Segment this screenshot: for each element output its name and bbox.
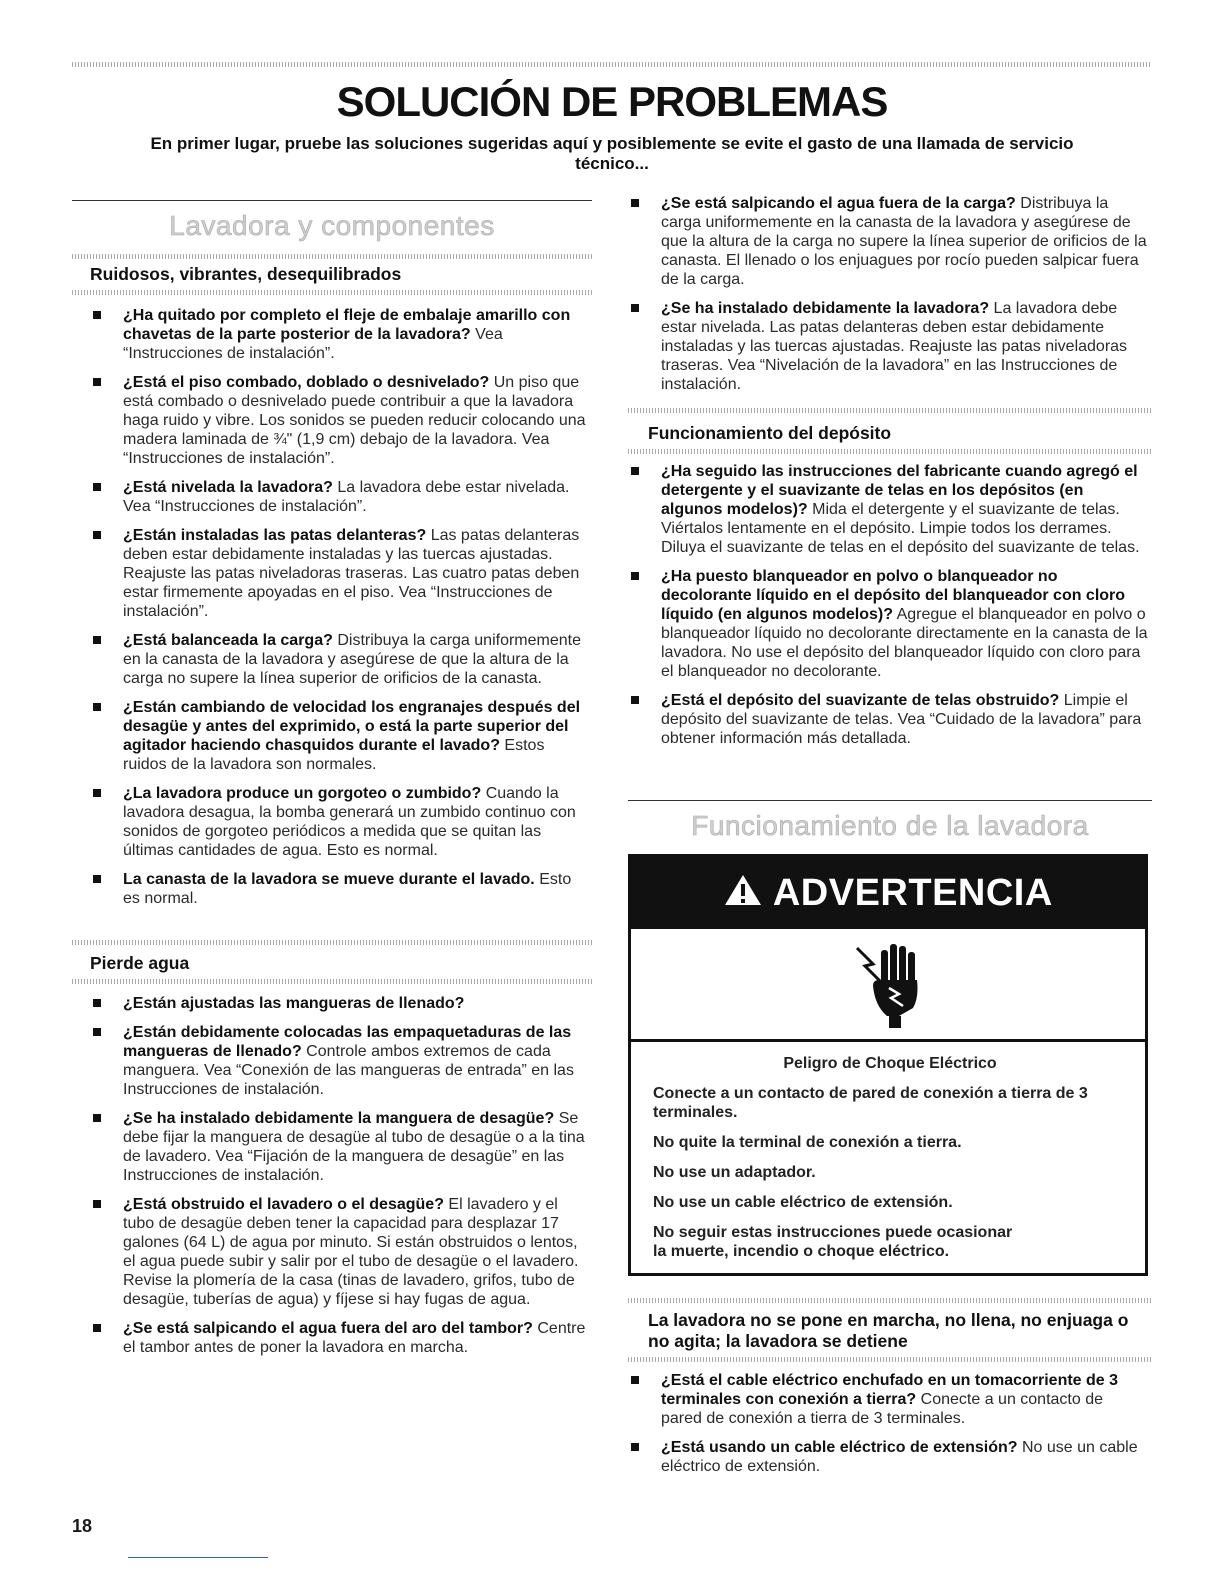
left-section-rule: [72, 200, 592, 201]
warning-line: No use un adaptador.: [653, 1164, 816, 1181]
list-item: ¿Están ajustadas las mangueras de llenado?: [90, 994, 590, 1013]
left-column: [72, 210, 592, 242]
warning-line: No use un cable eléctrico de extensión.: [653, 1194, 953, 1211]
list-item: ¿Están debidamente colocadas las empaquetaduras de las mangueras de llenado? Controle ambos extremos de cada manguera. Vea “Conexión de las mangueras de entrada” en las Instrucciones de instalación.: [90, 1023, 590, 1099]
footer-line: [128, 1557, 268, 1558]
intro-text: En primer lugar, pruebe las soluciones sugeridas aquí y posiblemente se evite el gasto de una llamada de servicio técnico...: [150, 134, 1074, 173]
list-item: ¿Se está salpicando el agua fuera de la carga? Distribuya la carga uniformemente en la canasta de la lavadora y asegúrese de que la altura de la carga no supere la línea superior de orificios de la canasta. El llenado o los enjuagues por rocío pueden salpicar fuera de la carga.: [628, 194, 1148, 289]
warning-triangle-icon: [723, 859, 763, 931]
list-item: ¿La lavadora produce un gorgoteo o zumbido? Cuando la lavadora desagua, la bomba generará un zumbido continuo con sonidos de gorgoteo periódicos a medida que se quitan las últimas cantidades de agua. Esto es normal.: [90, 784, 590, 860]
warning-line: No quite la terminal de conexión a tierra.: [653, 1134, 962, 1151]
warning-consequence-2: la muerte, incendio o choque eléctrico.: [653, 1243, 950, 1260]
warning-label: ADVERTENCIA: [772, 872, 1053, 914]
list-item: ¿Se está salpicando el agua fuera del aro del tambor? Centre el tambor antes de poner la lavadora en marcha.: [90, 1319, 590, 1357]
list-item: ¿Está el piso combado, doblado o desnivelado? Un piso que está combado o desnivelado puede contribuir a que la lavadora haga ruido y vibre. Los sonidos se pueden reducir colocando una madera laminada de ¾" (1,9 cm) debajo de la lavadora. Vea “Instrucciones de instalación”.: [90, 373, 590, 468]
list-item: ¿Está el depósito del suavizante de telas obstruido? Limpie el depósito del suavizante de telas. Vea “Cuidado de la lavadora” para obtener información más detallada.: [628, 691, 1148, 748]
warning-header: [631, 857, 1145, 929]
rule-sub2-top: [72, 940, 592, 945]
rule-sub1-top: [72, 254, 592, 259]
list-item: ¿Ha puesto blanqueador en polvo o blanqueador no decolorante líquido en el depósito del blanqueador con cloro líquido (en algunos modelos)? Agregue el blanqueador en polvo o blanqueador líquido no decolorante directamente en la canasta de la lavadora. No use el depósito del blanqueador líquido con cloro para el blanqueador no decolorante.: [628, 567, 1148, 681]
warning-consequence-1: No seguir estas instrucciones puede ocasionar: [653, 1224, 1013, 1241]
rule-sub4-bottom: [628, 1357, 1152, 1362]
list-item: ¿Ha quitado por completo el fleje de embalaje amarillo con chavetas de la parte posterior de la lavadora? Vea “Instrucciones de instalación”.: [90, 306, 590, 363]
list-item: ¿Está usando un cable eléctrico de extensión? No use un cable eléctrico de extensión.: [628, 1438, 1148, 1476]
list-item: ¿Se ha instalado debidamente la manguera de desagüe? Se debe fijar la manguera de desagüe al tubo de desagüe o a la tina de lavadero. Vea “Fijación de la manguera de desagüe” en las Instrucciones de instalación.: [90, 1109, 590, 1185]
list-item: La canasta de la lavadora se mueve durante el lavado. Esto es normal.: [90, 870, 590, 908]
right-section-rule: [628, 800, 1152, 801]
warning-line: Conecte a un contacto de pared de conexión a tierra de 3 terminales.: [653, 1085, 1088, 1121]
rule-sub3-top: [628, 408, 1152, 413]
subheading-deposito: Funcionamiento del depósito: [648, 423, 892, 443]
electric-shock-hand-icon: [631, 929, 1145, 1042]
warning-text: [631, 1042, 1145, 1261]
warning-box: [628, 854, 1148, 1276]
list-ruidosos: [90, 306, 590, 918]
rule-sub2-bottom: [72, 979, 592, 984]
rule-sub3-bottom: [628, 449, 1152, 454]
list-right-top: [628, 194, 1148, 404]
subheading-pierde-agua: Pierde agua: [90, 953, 190, 973]
rule-sub4-top: [628, 1298, 1152, 1303]
page-number: 18: [72, 1516, 93, 1536]
list-item: ¿Se ha instalado debidamente la lavadora? La lavadora debe estar nivelada. Las patas delanteras deben estar debidamente instaladas y las tuercas ajustadas. Reajuste las patas niveladoras traseras. Vea “Nivelación de la lavadora” en las Instrucciones de instalación.: [628, 299, 1148, 394]
list-item: ¿Está obstruido el lavadero o el desagüe? El lavadero y el tubo de desagüe deben tener la capacidad para desplazar 17 galones (64 L) de agua por minuto. Si están obstruidos o lentos, el agua puede subir y salir por el tubo de desagüe o el lavadero. Revise la plomería de la casa (tinas de lavadero, grifos, tubo de desagüe, tuberías de agua) y fíjese si hay fugas de agua.: [90, 1195, 590, 1309]
subheading-no-arranca: La lavadora no se pone en marcha, no llena, no enjuaga o no agita; la lavadora se detiene: [648, 1310, 1129, 1351]
section-heading-lavadora: Lavadora y componentes: [169, 210, 495, 241]
list-deposito: [628, 462, 1148, 758]
list-item: ¿Está nivelada la lavadora? La lavadora debe estar nivelada. Vea “Instrucciones de instalación”.: [90, 478, 590, 516]
list-item: ¿Está el cable eléctrico enchufado en un tomacorriente de 3 terminales con conexión a tierra? Conecte a un contacto de pared de conexión a tierra de 3 terminales.: [628, 1371, 1148, 1428]
subheading-ruidosos: Ruidosos, vibrantes, desequilibrados: [90, 264, 402, 284]
list-item: ¿Están instaladas las patas delanteras? Las patas delanteras deben estar debidamente instaladas y las tuercas ajustadas. Reajuste las patas niveladoras traseras. Las cuatro patas deben estar firmemente apoyadas en el piso. Vea “Instrucciones de instalación”.: [90, 526, 590, 621]
list-item: ¿Están cambiando de velocidad los engranajes después del desagüe y antes del exprimido, o está la parte superior del agitador haciendo chasquidos durante el lavado? Estos ruidos de la lavadora son normales.: [90, 698, 590, 774]
page-title: SOLUCIÓN DE PROBLEMAS: [336, 78, 888, 125]
list-no-arranca: [628, 1371, 1148, 1486]
section-heading-funcionamiento: Funcionamiento de la lavadora: [691, 810, 1089, 841]
warning-hazard: Peligro de Choque Eléctrico: [783, 1055, 997, 1072]
rule-sub1-bottom: [72, 290, 592, 295]
list-item: ¿Ha seguido las instrucciones del fabricante cuando agregó el detergente y el suavizante de telas en los depósitos (en algunos modelos)? Mida el detergente y el suavizante de telas. Viértalos lentamente en el depósito. Limpie todos los derrames. Diluya el suavizante de telas en el depósito del suavizante de telas.: [628, 462, 1148, 557]
top-rule: [72, 62, 1152, 67]
list-item: ¿Está balanceada la carga? Distribuya la carga uniformemente en la canasta de la lavadora y asegúrese de que la altura de la carga no supere la línea superior de orificios de la canasta.: [90, 631, 590, 688]
list-pierde-agua: [90, 994, 590, 1367]
